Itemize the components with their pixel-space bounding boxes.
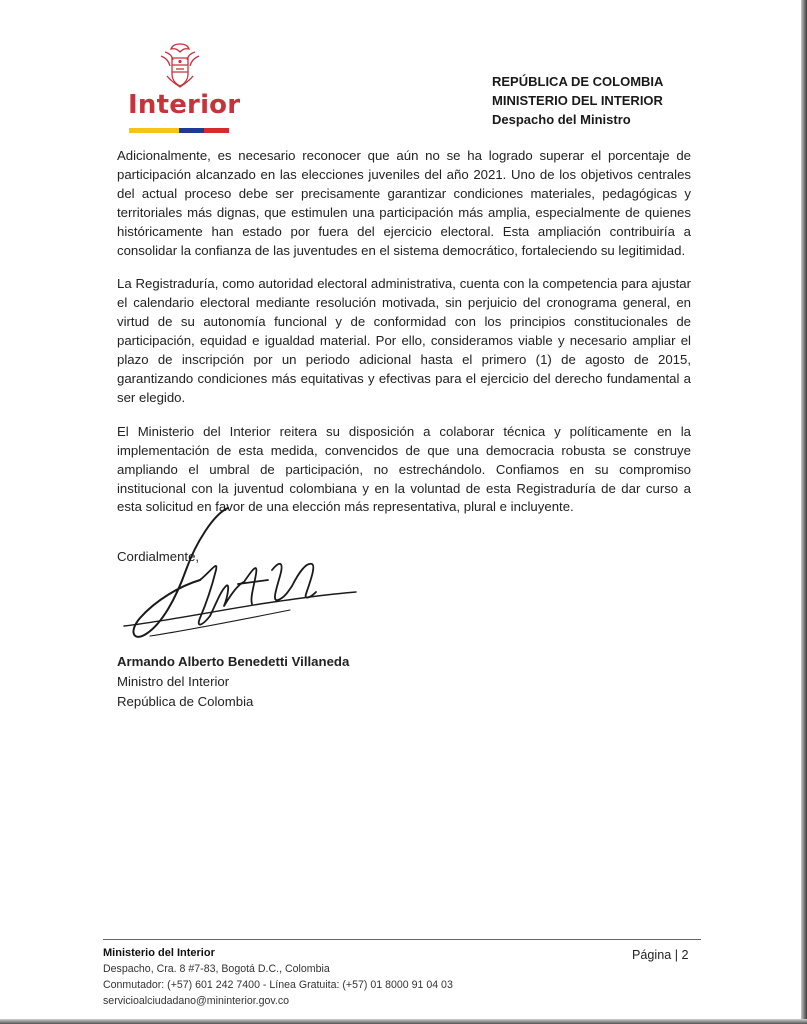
footer-org: Ministerio del Interior	[103, 947, 215, 959]
footer-divider	[103, 939, 701, 940]
photo-bottom-shadow	[0, 1019, 807, 1024]
signer-block	[117, 652, 349, 712]
flag-yellow-stripe	[129, 128, 179, 133]
handwritten-signature	[120, 500, 370, 660]
flag-red-stripe	[204, 128, 229, 133]
signer-title: Ministro del Interior	[117, 674, 230, 689]
signer-country: República de Colombia	[117, 694, 254, 709]
flag-blue-stripe	[179, 128, 204, 133]
closing-salutation: Cordialmente,	[117, 549, 200, 564]
body-paragraph-1: Adicionalmente, es necesario reconocer que aún no se ha logrado superar el porcentaje de participación alcanzado en las elecciones juveniles del año 2021. Uno de los objetivos centrales del actual proceso debe ser precisamente garantizar condiciones materiales, pedagógicas y territoriales más dignas, que estimulen una participación más amplia, especialmente de quienes históricamente han estado por fuera del ejercicio electoral. Esta ampliación contribuiría a consolidar la confianza de las juventudes en el sistema democrático, fortaleciendo su legitimidad.	[117, 148, 691, 258]
page-number: Página | 2	[632, 948, 689, 962]
header-office: Despacho del Ministro	[492, 112, 631, 127]
body-paragraph-2: La Registraduría, como autoridad electoral administrativa, cuenta con la competencia para ajustar el calendario electoral mediante resolución motivada, sin perjuicio del cronograma general, en virtud de su autonomía funcional y de conformidad con los principios constitucionales de participación, equidad e igualdad material. Por ello, consideramos viable y necesario ampliar el plazo de inscripción por un periodo adicional hasta el primero (1) de agosto de 2015, garantizando condiciones más equitativas y efectivas para el ejercicio del derecho fundamental a ser elegido.	[117, 276, 691, 405]
footer-email: servicioalciudadano@mininterior.gov.co	[103, 995, 290, 1007]
header-ministry: MINISTERIO DEL INTERIOR	[492, 93, 663, 108]
header-country: REPÚBLICA DE COLOMBIA	[492, 74, 664, 89]
footer-contact	[103, 945, 453, 1009]
letter-body	[117, 147, 691, 532]
letterhead	[492, 72, 663, 129]
signer-name: Armando Alberto Benedetti Villaneda	[117, 654, 350, 669]
coat-of-arms-icon	[157, 40, 203, 90]
footer-phones: Conmutador: (+57) 601 242 7400 - Línea Gratuita: (+57) 01 8000 91 04 03	[103, 979, 453, 991]
logo-wordmark: Interior	[128, 90, 241, 120]
flag-color-bar	[129, 128, 229, 133]
photo-edge-shadow	[801, 0, 807, 1024]
footer-address: Despacho, Cra. 8 #7-83, Bogotá D.C., Colombia	[103, 963, 330, 975]
body-paragraph-3: El Ministerio del Interior reitera su disposición a colaborar técnica y políticamente en la implementación de esta medida, convencidos de que una democracia robusta se construye ampliando el umbral de participación, no estrechándolo. Confiamos en su compromiso institucional con la juventud colombiana y en la voluntad de esta Registraduría de dar curso a esta solicitud en favor de una elección más representativa, plural e incluyente.	[117, 423, 691, 515]
